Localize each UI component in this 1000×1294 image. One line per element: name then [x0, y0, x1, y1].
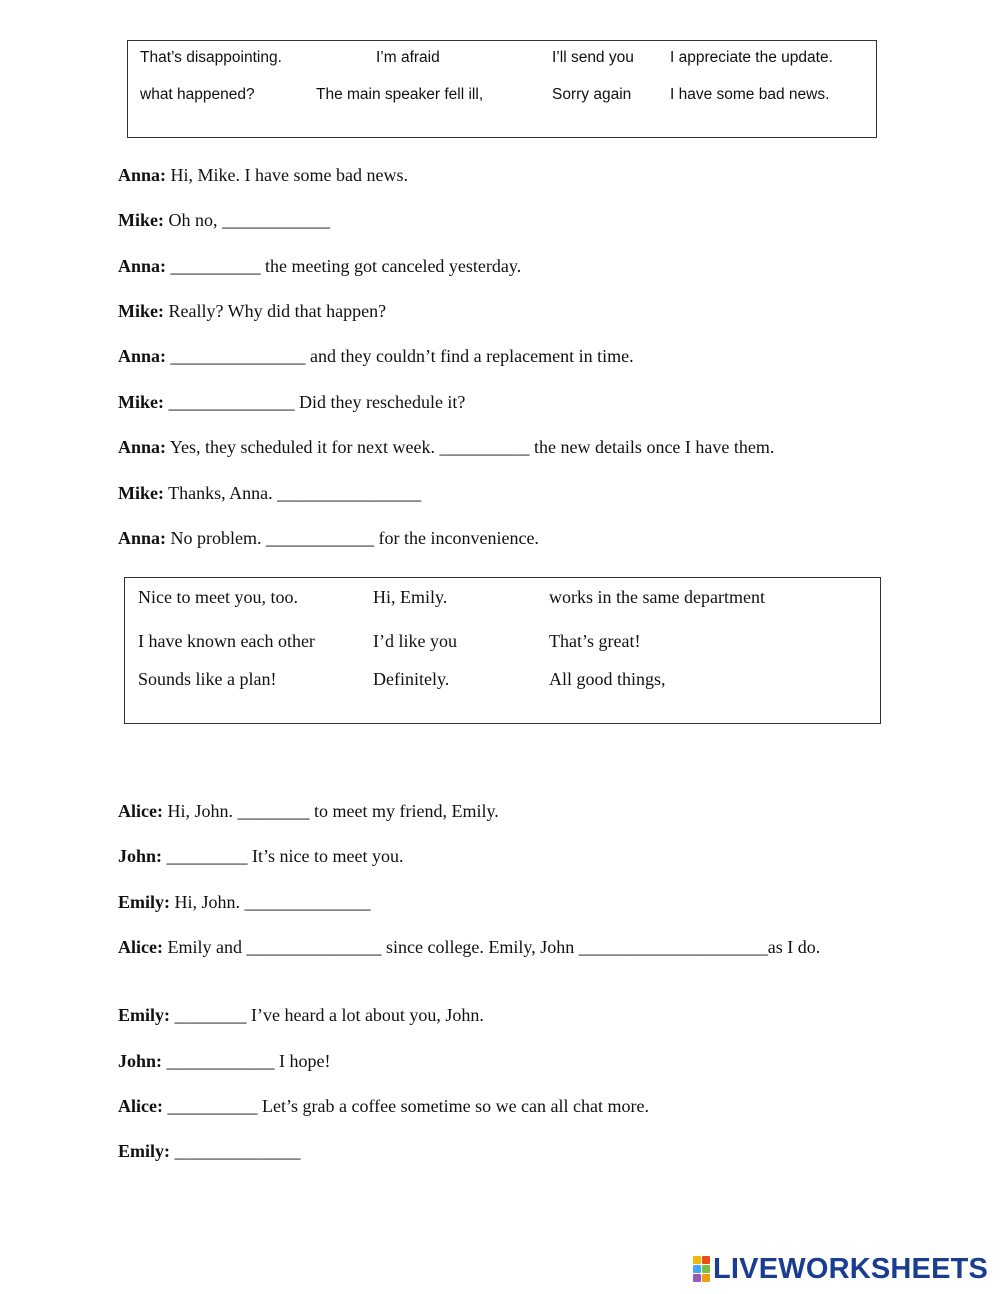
dialogue-line	[118, 891, 371, 914]
dialogue-line	[118, 1050, 331, 1073]
line-text: ____________ I hope!	[166, 1051, 331, 1071]
word-bank-item: works in the same department	[549, 587, 765, 607]
word-bank-item: All good things,	[549, 669, 666, 689]
line-text: __________ the meeting got canceled yesterday.	[170, 256, 522, 276]
logo-text: LIVEWORKSHEETS	[713, 1252, 989, 1285]
logo-tile	[693, 1256, 701, 1264]
dialogue-line	[118, 936, 858, 959]
word-bank-item: That’s great!	[549, 631, 641, 651]
logo-tile	[702, 1256, 710, 1264]
dialogue-line	[118, 255, 521, 278]
word-bank-item: Definitely.	[373, 669, 450, 689]
word-bank-item: Sorry again	[552, 86, 632, 103]
line-text: _______________ and they couldn’t find a replacement in time.	[170, 346, 634, 366]
speaker: Emily:	[118, 892, 170, 912]
logo-tile	[693, 1265, 701, 1273]
dialogue-line	[118, 436, 774, 459]
logo-tile	[702, 1274, 710, 1282]
dialogue-line	[118, 1095, 649, 1118]
speaker: Emily:	[118, 1005, 170, 1025]
line-text: ______________	[174, 1141, 301, 1161]
dialogue-line	[118, 391, 465, 414]
word-bank-item: Hi, Emily.	[373, 587, 448, 607]
speaker: John:	[118, 846, 163, 866]
speaker: Anna:	[118, 528, 167, 548]
line-text: Hi, Mike. I have some bad news.	[170, 165, 408, 185]
word-bank-item: what happened?	[140, 86, 255, 103]
logo-tiles-icon	[693, 1256, 710, 1282]
speaker: Emily:	[118, 1141, 170, 1161]
line-text: __________ Let’s grab a coffee sometime so we can all chat more.	[167, 1096, 649, 1116]
line-text: Hi, John. ______________	[174, 892, 371, 912]
word-bank-item: I’m afraid	[376, 49, 440, 66]
line-text: Thanks, Anna. ________________	[168, 483, 422, 503]
dialogue-line	[118, 345, 634, 368]
speaker: Alice:	[118, 801, 163, 821]
speaker: Alice:	[118, 1096, 163, 1116]
line-text: Really? Why did that happen?	[168, 301, 387, 321]
word-bank-item: I have known each other	[138, 631, 315, 651]
dialogue-line	[118, 1140, 301, 1163]
line-text: No problem. ____________ for the inconvenience.	[170, 528, 539, 548]
speaker: Anna:	[118, 256, 167, 276]
word-bank-item: I’ll send you	[552, 49, 634, 66]
word-bank-item: That’s disappointing.	[140, 49, 282, 66]
word-bank-item: I’d like you	[373, 631, 457, 651]
dialogue-line	[118, 845, 403, 868]
dialogue-line	[118, 209, 330, 232]
word-bank-item: Sounds like a plan!	[138, 669, 277, 689]
dialogue-line	[118, 300, 386, 323]
speaker: Mike:	[118, 301, 164, 321]
word-bank-item: Nice to meet you, too.	[138, 587, 298, 607]
speaker: Mike:	[118, 392, 164, 412]
speaker: Anna:	[118, 437, 167, 457]
liveworksheets-logo	[693, 1254, 988, 1284]
speaker: John:	[118, 1051, 163, 1071]
speaker: Alice:	[118, 937, 163, 957]
dialogue-line	[118, 1004, 484, 1027]
speaker: Mike:	[118, 483, 164, 503]
line-text: _________ It’s nice to meet you.	[166, 846, 404, 866]
speaker: Mike:	[118, 210, 164, 230]
logo-tile	[693, 1274, 701, 1282]
speaker: Anna:	[118, 346, 167, 366]
line-text: ______________ Did they reschedule it?	[168, 392, 466, 412]
dialogue-line	[118, 482, 421, 505]
dialogue-line	[118, 527, 539, 550]
word-bank-item: The main speaker fell ill,	[316, 86, 484, 103]
line-text: Yes, they scheduled it for next week. __________ the new details once I have them.	[169, 437, 775, 457]
line-text: Oh no, ____________	[168, 210, 330, 230]
logo-tile	[702, 1265, 710, 1273]
line-text: Emily and _______________ since college. Emily, John _____________________as I do.	[167, 937, 821, 957]
dialogue-line	[118, 164, 408, 187]
word-bank-item: I have some bad news.	[670, 86, 830, 103]
word-bank-item: I appreciate the update.	[670, 49, 833, 66]
line-text: Hi, John. ________ to meet my friend, Emily.	[167, 801, 499, 821]
dialogue-line	[118, 800, 499, 823]
speaker: Anna:	[118, 165, 167, 185]
line-text: ________ I’ve heard a lot about you, John.	[174, 1005, 484, 1025]
